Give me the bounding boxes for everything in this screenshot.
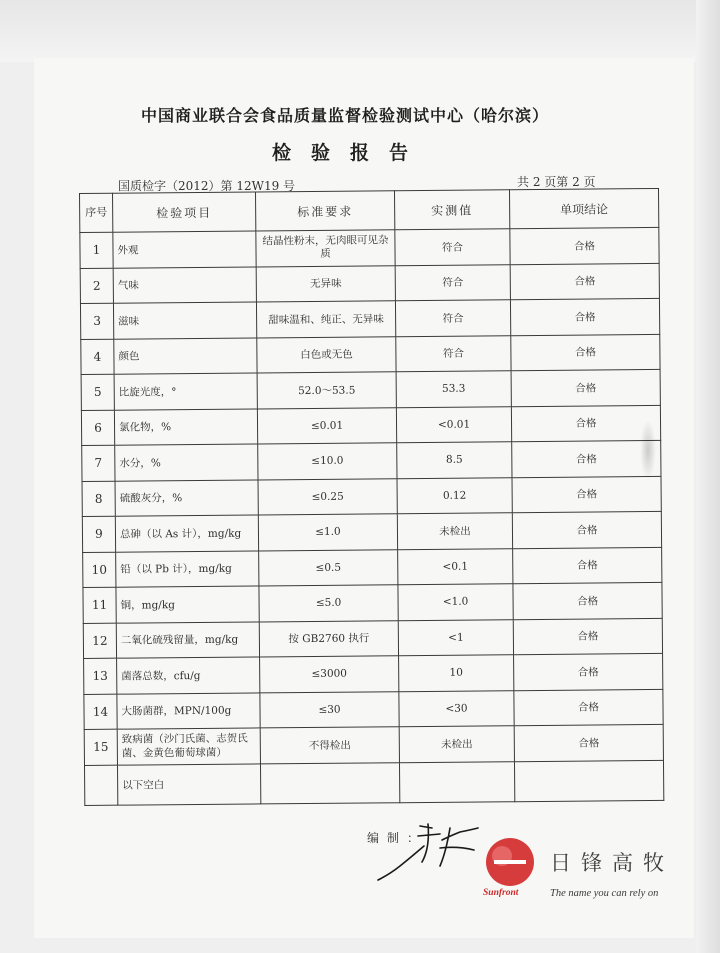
row-conclusion	[514, 760, 663, 801]
table-row	[80, 227, 659, 268]
row-conclusion: 合格	[510, 298, 659, 335]
header-no: 序号	[80, 193, 113, 232]
scan-background-right	[696, 0, 720, 953]
row-conclusion: 合格	[514, 689, 663, 726]
row-result: 符合	[395, 264, 510, 301]
row-standard: 按 GB2760 执行	[259, 620, 398, 657]
row-item: 菌落总数，cfu/g	[117, 657, 260, 694]
row-result: 符合	[395, 300, 510, 337]
row-conclusion: 合格	[513, 582, 662, 619]
page-indicator: 共 2 页第 2 页	[517, 175, 596, 189]
row-item: 大肠菌群，MPN/100g	[117, 692, 260, 729]
row-standard: 无异味	[256, 265, 395, 302]
table-row	[81, 369, 660, 410]
table-row	[84, 760, 663, 805]
row-number: 5	[81, 374, 114, 410]
row-item: 铜，mg/kg	[116, 586, 259, 623]
table-row	[82, 511, 661, 552]
row-number: 3	[80, 303, 113, 339]
row-conclusion: 合格	[510, 263, 659, 300]
row-conclusion: 合格	[511, 405, 660, 442]
table-row	[81, 405, 660, 446]
row-number: 14	[84, 694, 117, 730]
table-row	[83, 582, 662, 623]
header-standard: 标准要求	[255, 191, 394, 231]
table-row	[80, 298, 659, 339]
row-result: 未检出	[399, 726, 514, 763]
brand-name-cn: 日锋高牧	[550, 851, 674, 875]
row-standard: 白色或无色	[257, 336, 396, 373]
row-number: 9	[82, 516, 115, 552]
inspection-table	[79, 188, 664, 806]
row-standard	[260, 762, 399, 803]
brand-name-en: Sunfront	[483, 888, 519, 898]
row-item: 比旋光度，°	[114, 373, 257, 410]
row-conclusion: 合格	[511, 369, 660, 406]
row-result	[399, 761, 514, 802]
row-conclusion: 合格	[510, 227, 659, 264]
row-conclusion: 合格	[511, 334, 660, 371]
row-standard: 结晶性粉末，无肉眼可见杂质	[256, 230, 395, 267]
row-item: 气味	[113, 266, 256, 303]
row-conclusion: 合格	[514, 724, 663, 761]
table-header-row	[80, 188, 659, 232]
row-number: 4	[81, 339, 114, 375]
table-row	[80, 263, 659, 304]
row-conclusion: 合格	[512, 440, 661, 477]
row-standard: ≤0.01	[257, 407, 396, 444]
row-result: <1	[398, 619, 513, 656]
document-subtitle: 检验报告	[271, 142, 428, 164]
row-number: 13	[84, 658, 117, 694]
row-number: 7	[82, 445, 115, 481]
row-conclusion: 合格	[512, 476, 661, 513]
row-standard: 52.0～53.5	[257, 372, 396, 409]
row-number: 1	[80, 232, 113, 268]
row-standard: 甜味温和、纯正、无异味	[256, 301, 395, 338]
row-number: 15	[84, 729, 117, 765]
row-item: 铅（以 Pb 计），mg/kg	[116, 550, 259, 587]
row-standard: ≤0.5	[259, 549, 398, 586]
row-standard: ≤3000	[260, 656, 399, 693]
row-result: <0.1	[398, 548, 513, 585]
brand-logo	[480, 836, 690, 902]
row-conclusion: 合格	[512, 511, 661, 548]
row-standard: 不得检出	[260, 727, 399, 764]
row-conclusion: 合格	[513, 618, 662, 655]
row-standard: ≤30	[260, 691, 399, 728]
row-number: 10	[83, 552, 116, 588]
row-item: 水分，%	[115, 444, 258, 481]
row-standard: ≤1.0	[258, 514, 397, 551]
row-standard: ≤10.0	[258, 443, 397, 480]
sunfront-logo-icon	[480, 836, 544, 888]
row-number: 11	[83, 587, 116, 623]
row-item: 滋味	[113, 302, 256, 339]
row-item: 氯化物，%	[114, 408, 257, 445]
row-number: 2	[80, 268, 113, 304]
row-item: 二氧化硫残留量，mg/kg	[116, 621, 259, 658]
row-item: 外观	[113, 231, 256, 268]
row-standard: ≤0.25	[258, 478, 397, 515]
row-result: 符合	[395, 229, 510, 266]
row-item: 颜色	[114, 337, 257, 374]
header-result: 实测值	[394, 190, 509, 230]
row-item: 致病菌（沙门氏菌、志贺氏菌、金黄色葡萄球菌）	[117, 728, 260, 765]
row-result: 8.5	[397, 442, 512, 479]
row-result: 符合	[396, 335, 511, 372]
row-result: <0.01	[396, 406, 511, 443]
table-body	[80, 227, 664, 805]
table-row	[84, 724, 663, 765]
row-item: 硫酸灰分，%	[115, 479, 258, 516]
row-conclusion: 合格	[514, 653, 663, 690]
editor-label: 编制：	[367, 831, 428, 845]
table-row	[82, 440, 661, 481]
header-item: 检验项目	[113, 192, 256, 232]
row-number	[84, 765, 117, 805]
row-result: 0.12	[397, 477, 512, 514]
brand-tagline: The name you can rely on	[550, 888, 659, 899]
row-number: 12	[83, 623, 116, 659]
table-row	[81, 334, 660, 375]
scan-background-top	[0, 0, 720, 62]
row-result: 53.3	[396, 371, 511, 408]
document-number: 国质检字（2012）第 12W19 号	[118, 179, 296, 193]
row-result: 未检出	[397, 513, 512, 550]
table-row	[84, 653, 663, 694]
row-result: <1.0	[398, 584, 513, 621]
row-number: 6	[81, 410, 114, 446]
row-number: 8	[82, 481, 115, 517]
row-conclusion: 合格	[513, 547, 662, 584]
table-row	[82, 476, 661, 517]
table-row	[84, 689, 663, 730]
header-conclusion: 单项结论	[509, 188, 658, 228]
row-item: 总砷（以 As 计），mg/kg	[115, 515, 258, 552]
handwritten-signature	[370, 818, 490, 888]
document-title: 中国商业联合会食品质量监督检验测试中心（哈尔滨）	[140, 106, 549, 125]
row-item: 以下空白	[117, 763, 260, 804]
row-standard: ≤5.0	[259, 585, 398, 622]
table-row	[83, 618, 662, 659]
row-result: <30	[399, 690, 514, 727]
row-result: 10	[399, 655, 514, 692]
table-row	[83, 547, 662, 588]
